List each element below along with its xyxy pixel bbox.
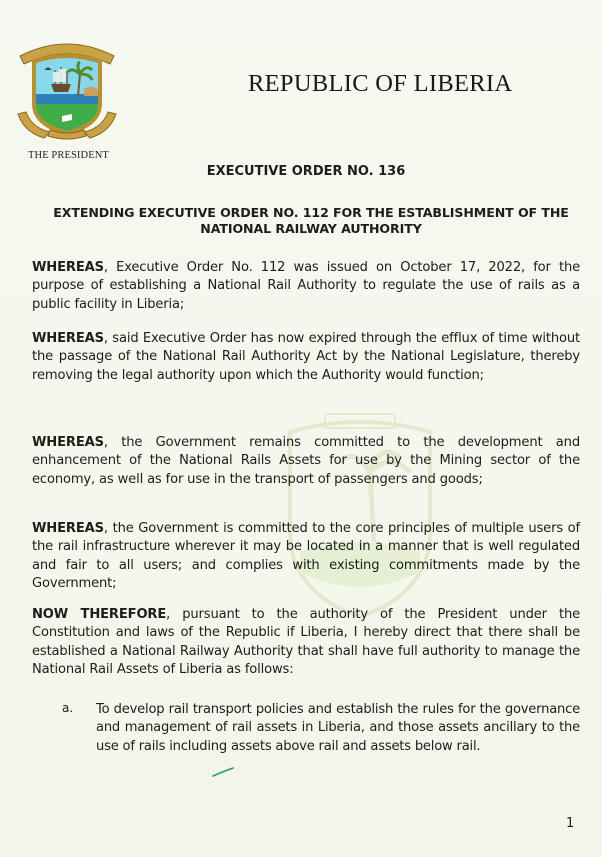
whereas-clause-2: [32, 330, 580, 385]
clause-text: , said Executive Order has now expired through the efflux of time without the passage of the National Rail Authority Act by the National Legislature, thereby removing the legal authority upon which the Authority would function;: [32, 331, 580, 383]
whereas-clause-1: [32, 259, 580, 314]
executive-order-number: EXECUTIVE ORDER NO. 136: [206, 164, 406, 179]
clause-lead: WHEREAS: [32, 331, 104, 346]
title-line-2: NATIONAL RAILWAY AUTHORITY: [200, 221, 422, 236]
pen-tick-mark-icon: [212, 767, 234, 777]
whereas-clause-4: [32, 520, 580, 593]
country-title: REPUBLIC OF LIBERIA: [248, 70, 513, 97]
office-label: THE PRESIDENT: [28, 150, 109, 161]
title-line-1: EXTENDING EXECUTIVE ORDER NO. 112 FOR THE ESTABLISHMENT OF THE: [53, 205, 569, 220]
whereas-clause-3: [32, 434, 580, 489]
list-item-text: To develop rail transport policies and establish the rules for the governance and management of rail assets in Liberia, and those assets ancillary to the use of rails including assets above rail and assets below rail.: [96, 702, 580, 754]
clause-lead: WHEREAS: [32, 260, 104, 275]
clause-text: , pursuant to the authority of the President under the Constitution and laws of the Republic if Liberia, I hereby direct that there shall be established a National Railway Authority that shall have full authority to manage the National Rail Assets of Liberia as follows:: [32, 607, 580, 677]
clause-lead: NOW THEREFORE: [32, 607, 167, 622]
clause-text: , the Government remains committed to the development and enhancement of the National Rails Assets for use by the Mining sector of the economy, as well as for use in the transport of passengers and goods;: [32, 435, 580, 487]
clause-text: , the Government is committed to the core principles of multiple users of the rail infrastructure wherever it may be located in a manner that is well regulated and fair to all users; and complies with existing commitments made by the Government;: [32, 521, 580, 591]
executive-order-title: [30, 205, 592, 237]
clause-text: , Executive Order No. 112 was issued on October 17, 2022, for the purpose of establishing a National Rail Authority to regulate the use of rails as a public facility in Liberia;: [32, 260, 580, 312]
liberia-seal-icon: [14, 34, 120, 142]
clause-lead: WHEREAS: [32, 435, 104, 450]
page-number: 1: [566, 816, 575, 831]
now-therefore-clause: [32, 606, 580, 679]
clause-lead: WHEREAS: [32, 521, 104, 536]
list-marker: a.: [62, 701, 74, 715]
